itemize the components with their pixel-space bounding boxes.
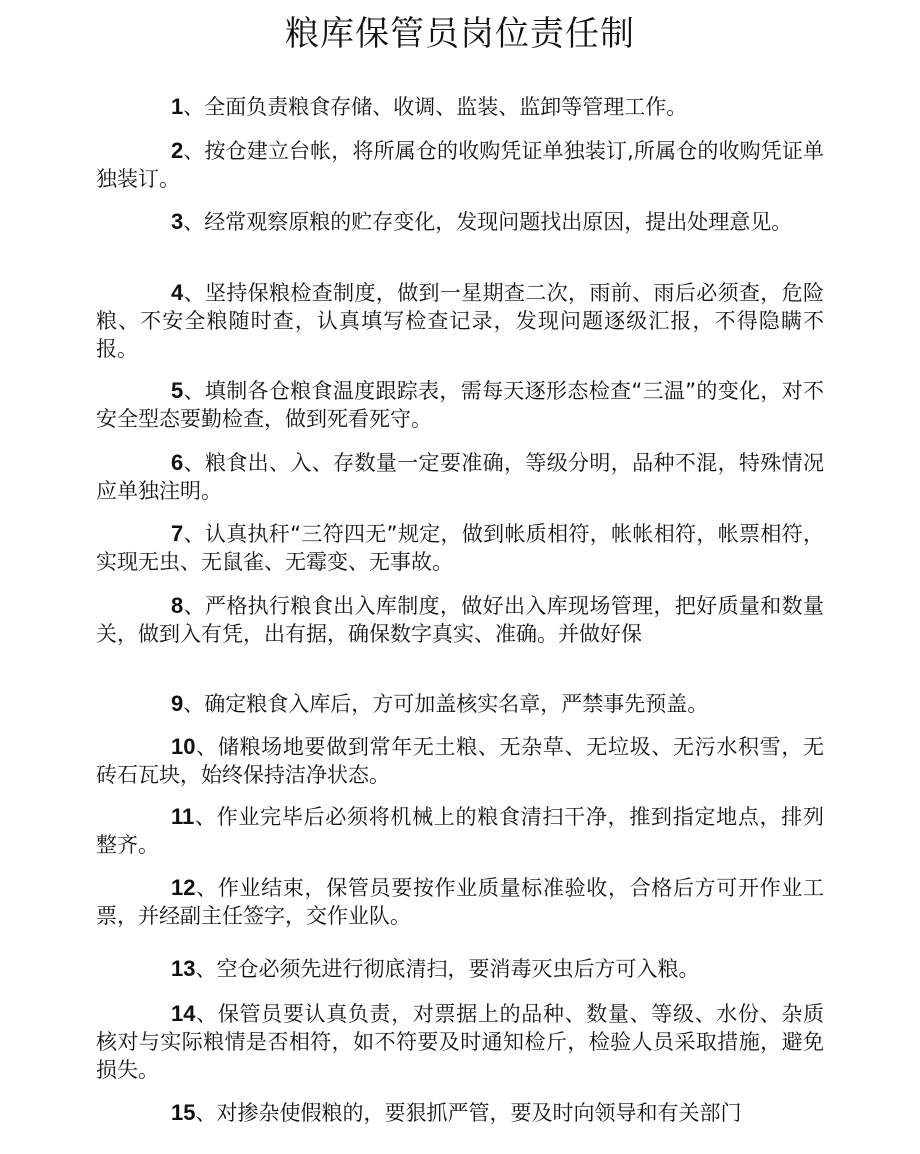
clause-6	[96, 449, 824, 505]
clause-4	[96, 279, 824, 363]
clause-text: 、作业完毕后必须将机械上的粮食清扫干净，推到指定地点，排列整齐。	[96, 805, 824, 857]
document-title: 粮库保管员岗位责任制	[285, 14, 635, 54]
clause-text: 、坚持保粮检查制度，做到一星期查二次，雨前、雨后必须查，危险粮、不安全粮随时查，认真填写检查记录，发现问题逐级汇报，不得隐瞒不报。	[96, 281, 824, 361]
clause-number: 12	[171, 875, 196, 900]
clause-text: 、全面负责粮食存储、收调、监装、监卸等管理工作。	[183, 95, 688, 119]
clause-number: 2	[171, 138, 184, 163]
clause-number: 7	[171, 521, 184, 546]
clause-number: 5	[171, 378, 184, 403]
clause-text: 、经常观察原粮的贮存变化，发现问题找出原因，提出处理意见。	[183, 210, 793, 234]
clause-10	[96, 733, 824, 789]
clause-3	[96, 208, 824, 236]
clause-text: 、认真执秆“三符四无”规定，做到帐质相符，帐帐相符，帐票相符，实现无虫、无鼠雀、无霉变、无事故。	[96, 522, 824, 574]
clause-number: 15	[171, 1100, 196, 1125]
clause-number: 4	[171, 280, 184, 305]
clause-number: 11	[171, 804, 195, 829]
clause-text: 、储粮场地要做到常年无土粮、无杂草、无垃圾、无污水积雪，无砖石瓦块，始终保持洁净状态。	[96, 735, 824, 787]
clause-text: 、填制各仓粮食温度跟踪表，需每天逐形态检查“三温”的变化，对不安全型态要勤检查，做到死看死守。	[96, 379, 824, 431]
clause-text: 、空仓必须先进行彻底清扫，要消毒灭虫后方可入粮。	[195, 957, 700, 981]
clause-number: 9	[171, 691, 184, 716]
clause-text: 、按仓建立台帐，将所属仓的收购凭证单独装订,所属仓的收购凭证单独装订。	[96, 139, 824, 191]
clause-7	[96, 520, 824, 576]
clause-13	[96, 955, 824, 983]
clause-text: 、作业结束，保管员要按作业质量标准验收，合格后方可开作业工票，并经副主任签字，交作业队。	[96, 876, 824, 928]
clause-1	[96, 93, 824, 121]
clause-number: 6	[171, 450, 184, 475]
clause-number: 13	[171, 956, 196, 981]
clause-number: 14	[171, 1001, 196, 1026]
clause-8	[96, 592, 824, 648]
clause-number: 8	[171, 593, 184, 618]
clause-text: 、确定粮食入库后，方可加盖核实名章，严禁事先预盖。	[183, 692, 709, 716]
clause-14	[96, 1000, 824, 1084]
clause-9	[96, 690, 824, 718]
clause-number: 10	[171, 734, 196, 759]
clause-text: 、保管员要认真负责，对票据上的品种、数量、等级、水份、杂质核对与实际粮情是否相符，如不符要及时通知检斤，检验人员采取措施，避免损失。	[96, 1002, 824, 1082]
clause-5	[96, 377, 824, 433]
clause-12	[96, 874, 824, 930]
clause-text: 、严格执行粮食出入库制度，做好出入库现场管理，把好质量和数量关，做到入有凭，出有据，确保数字真实、准确。并做好保	[96, 594, 824, 646]
clause-text: 、粮食出、入、存数量一定要准确，等级分明，品种不混，特殊情况应单独注明。	[96, 451, 824, 503]
clause-number: 1	[171, 94, 184, 119]
clause-number: 3	[171, 209, 184, 234]
clause-11	[96, 803, 824, 859]
clause-15	[96, 1099, 824, 1127]
clause-text: 、对掺杂使假粮的，要狠抓严管，要及时向领导和有关部门	[195, 1101, 742, 1125]
clause-2	[96, 137, 824, 193]
